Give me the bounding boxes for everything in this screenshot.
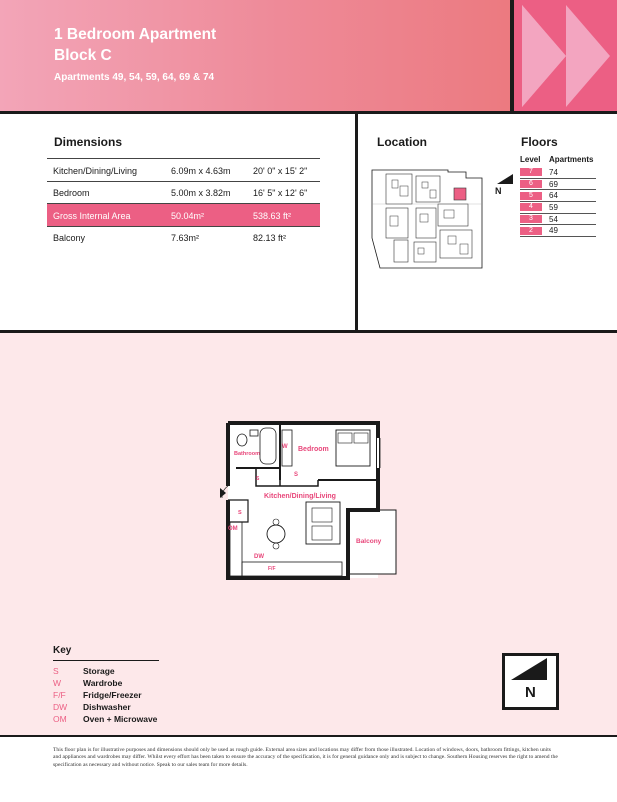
footer-rule [0, 735, 617, 737]
dimensions-heading: Dimensions [54, 135, 123, 149]
level-badge: 6 [520, 180, 542, 188]
level-badge: 2 [520, 227, 542, 235]
room-name: Kitchen/Dining/Living [53, 165, 138, 176]
info-divider [355, 114, 358, 332]
storage-code-2: S [256, 476, 260, 482]
key-code: F/F [53, 690, 66, 700]
page-title [54, 24, 216, 66]
imperial-size: 82.13 ft² [253, 233, 287, 243]
key-item [53, 713, 157, 725]
level-column-header: Level [520, 155, 541, 164]
floors-table [520, 155, 596, 237]
apartment-number: 59 [549, 202, 558, 212]
apartment-number: 69 [549, 179, 558, 189]
floor-row [520, 225, 596, 237]
floor-plan-drawing [218, 418, 398, 580]
key-code: S [53, 666, 59, 676]
floors-table-header [520, 155, 596, 167]
header-banner [0, 0, 617, 113]
storage-code: S [294, 472, 299, 478]
floor-row [520, 214, 596, 226]
compass [502, 653, 559, 710]
map-north-label: N [495, 186, 502, 196]
room-name: Bedroom [53, 188, 90, 198]
key-label: Oven + Microwave [83, 714, 158, 724]
fridge-code: F/F [268, 566, 276, 572]
floors-heading: Floors [521, 135, 558, 149]
apartments-column-header: Apartments [549, 155, 594, 164]
site-location-map [370, 168, 490, 272]
floor-row [520, 167, 596, 179]
floor-row [520, 190, 596, 202]
apartments-subtitle: Apartments 49, 54, 59, 64, 69 & 74 [54, 72, 215, 83]
key-rule [53, 660, 159, 661]
dimensions-row [47, 226, 320, 249]
metric-size: 50.04m² [171, 210, 205, 221]
key-code: W [53, 678, 62, 688]
imperial-size: 16' 5" x 12' 6" [253, 188, 308, 198]
dishwasher-code: DW [254, 554, 264, 560]
kitchen-label: Kitchen/Dining/Living [264, 493, 336, 500]
chevron-icon [514, 0, 617, 113]
imperial-size: 538.63 ft² [253, 210, 292, 221]
key-label: Dishwasher [83, 702, 131, 712]
floor-row [520, 202, 596, 214]
key-label: Fridge/Freezer [83, 690, 142, 700]
key-label: Storage [83, 666, 115, 676]
dimensions-row [47, 158, 320, 181]
room-name: Gross Internal Area [53, 210, 131, 221]
dimensions-row [47, 181, 320, 204]
title-line-1: 1 Bedroom Apartment [54, 26, 217, 43]
apartment-number: 64 [549, 191, 558, 201]
dimensions-row-highlight [47, 203, 320, 226]
level-badge: 3 [520, 215, 542, 223]
metric-size: 6.09m x 4.63m [171, 165, 231, 176]
metric-size: 5.00m x 3.82m [171, 188, 231, 198]
apartment-number: 49 [549, 226, 558, 236]
bedroom-label: Bedroom [298, 446, 329, 453]
key-item [53, 665, 157, 677]
key-label: Wardrobe [83, 678, 123, 688]
balcony-label: Balcony [356, 538, 382, 545]
north-arrow-icon [505, 656, 556, 686]
level-badge: 4 [520, 203, 542, 211]
room-name: Balcony [53, 233, 86, 243]
compass-label: N [525, 684, 536, 701]
dimensions-table [47, 158, 320, 248]
storage-code-3: S [238, 510, 242, 516]
bathroom-label: Bathroom [234, 451, 260, 457]
key-list [53, 665, 157, 725]
title-line-2: Block C [54, 47, 112, 64]
key-heading: Key [53, 645, 72, 656]
oven-code: OM [228, 526, 238, 532]
imperial-size: 20' 0" x 15' 2" [253, 165, 308, 176]
key-item [53, 677, 157, 689]
apartment-number: 74 [549, 167, 558, 177]
key-item [53, 689, 157, 701]
key-code: DW [53, 702, 68, 712]
metric-size: 7.63m² [171, 233, 200, 243]
disclaimer-text: This floor plan is for illustrative purposes and dimensions should only be used as rough guide. External area sizes and locations may differ from those illustrated. Location of windows, doors, bathroom fittings, kitchen units and appliances and wardrobes may differ. Whilst every effort has been taken to ensure the accuracy of the specification, it is for general guidance only and is subject to change. Southern Housing reserves the right to amend the specification as necessary and without notice. Speak to our sales team for more details. [53, 747, 558, 768]
apartment-number: 54 [549, 214, 558, 224]
level-badge: 7 [520, 168, 542, 176]
wardrobe-code: W [282, 444, 288, 450]
key-item [53, 701, 157, 713]
floor-row [520, 179, 596, 191]
key-code: OM [53, 714, 67, 724]
location-heading: Location [377, 135, 427, 149]
level-badge: 5 [520, 192, 542, 200]
brand-chevrons [514, 0, 617, 113]
